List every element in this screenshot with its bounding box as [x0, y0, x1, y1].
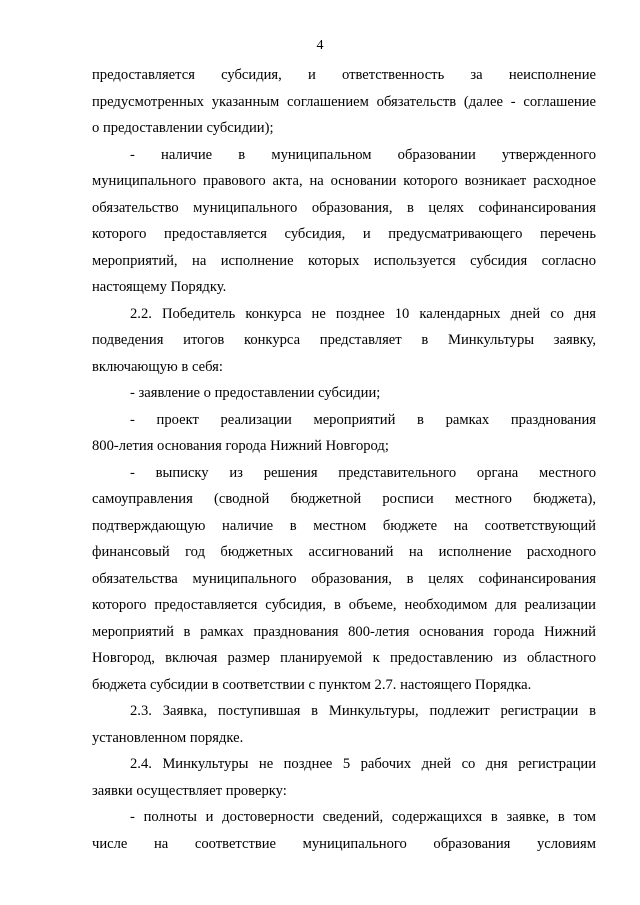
paragraph — [92, 804, 596, 857]
text-line: 2.4. Минкультуры не позднее 5 рабочих дней со дня регистрации — [130, 756, 596, 772]
paragraph — [92, 142, 596, 301]
text-line: предоставляется субсидия, и ответственность за неисполнение — [92, 67, 596, 83]
text-line: - проект реализации мероприятий в рамках празднования — [130, 411, 596, 428]
text-line: мероприятий в рамках празднования 800-летия основания города Нижний — [92, 623, 596, 640]
text-line: включающую в себя: — [92, 358, 223, 375]
text-line: мероприятий, на исполнение которых используется субсидия согласно — [92, 252, 596, 269]
text-line: - наличие в муниципальном образовании утвержденного — [130, 146, 596, 163]
text-line: 2.2. Победитель конкурса не позднее 10 календарных дней со дня — [130, 305, 596, 322]
text-line: 2.3. Заявка, поступившая в Минкультуры, подлежит регистрации в — [130, 703, 596, 719]
text-line: подведения итогов конкурса представляет в Минкультуры заявку, — [92, 332, 596, 348]
paragraph — [92, 62, 596, 142]
text-line: самоуправления (сводной бюджетной росписи местного бюджета), — [92, 491, 596, 507]
paragraph — [92, 407, 596, 460]
paragraph — [92, 301, 596, 381]
text-line: Новгород, включая размер планируемой к предоставлению из областного — [92, 650, 596, 666]
text-line: обязательства муниципального образования, в целях софинансирования — [92, 570, 596, 587]
text-line: - заявление о предоставлении субсидии; — [130, 385, 381, 401]
text-line: финансовый год бюджетных ассигнований на исполнение расходного — [92, 544, 596, 560]
page-number: 4 — [316, 38, 324, 53]
text-line: которого предоставляется субсидия, и предусматривающего перечень — [92, 226, 596, 242]
text-line: - полноты и достоверности сведений, содержащихся в заявке, в том — [130, 809, 596, 825]
text-line: 800-летия основания города Нижний Новгород; — [92, 438, 389, 454]
text-line: - выписку из решения представительного органа местного — [130, 464, 596, 481]
text-line: бюджета субсидии в соответствии с пунктом 2.7. настоящего Порядка. — [92, 676, 532, 693]
paragraph — [92, 380, 596, 407]
text-line: которого предоставляется субсидия, в объеме, необходимом для реализации — [92, 597, 596, 613]
text-line: предусмотренных указанным соглашением обязательств (далее - соглашение — [92, 93, 596, 110]
text-line: числе на соответствие муниципального образования условиям — [92, 835, 596, 852]
paragraph — [92, 751, 596, 804]
text-line: настоящему Порядку. — [92, 279, 227, 295]
document-body — [92, 62, 596, 857]
text-line: обязательство муниципального образования, в целях софинансирования — [92, 199, 596, 216]
text-line: заявки осуществляет проверку: — [92, 782, 287, 799]
text-line: подтверждающую наличие в местном бюджете на соответствующий — [92, 517, 596, 534]
paragraph — [92, 460, 596, 699]
text-line: муниципального правового акта, на основании которого возникает расходное — [92, 173, 596, 189]
text-line: установленном порядке. — [92, 729, 244, 746]
paragraph — [92, 698, 596, 751]
text-line: о предоставлении субсидии); — [92, 120, 274, 136]
